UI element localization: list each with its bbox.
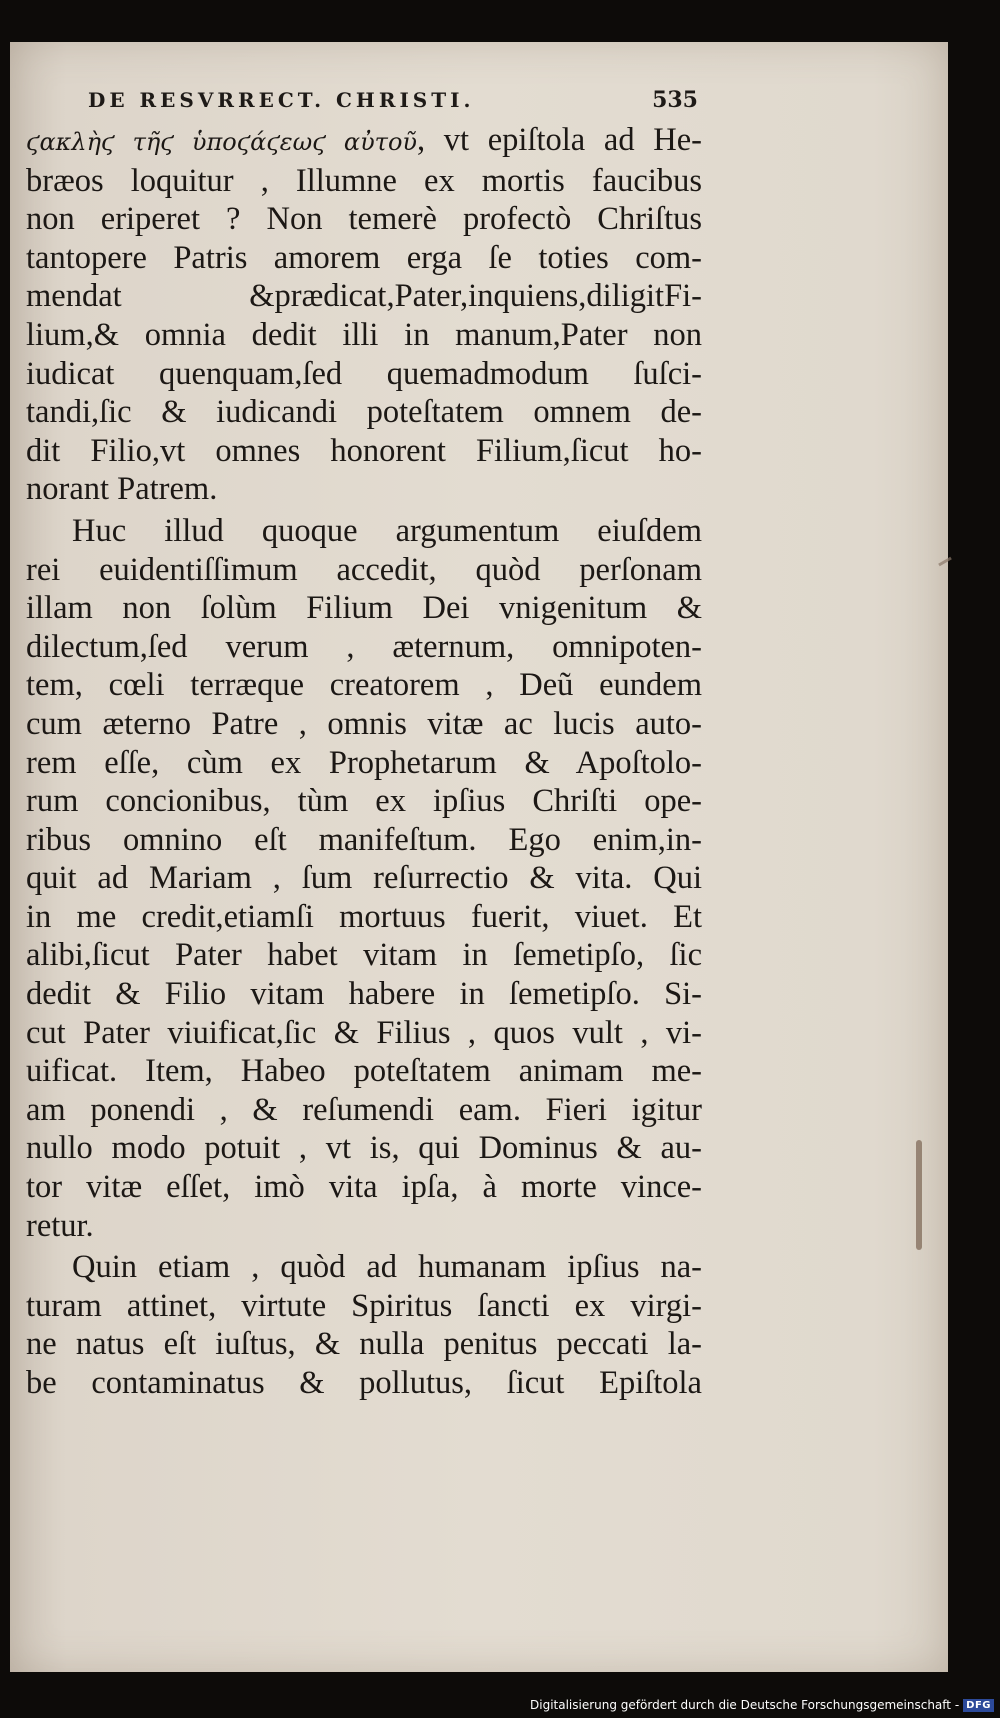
page-number: 535: [652, 87, 698, 113]
text-line-content: , vt epiſtola ad He-: [416, 122, 702, 158]
body-text: [26, 121, 702, 1403]
text-line: illam non ſolùm Filium Dei vnigenitum &: [26, 590, 702, 627]
text-line: turam attinet, virtute Spiritus ſancti ex virgi-: [26, 1287, 702, 1324]
text-line: iudicat quenquam,ſed quemadmodum ſuſci-: [26, 355, 702, 392]
text-line: nullo modo potuit , vt is, qui Dominus & au-: [26, 1130, 702, 1167]
text-line: lium,& omnia dedit illi in manum,Pater non: [26, 316, 702, 353]
text-line: dit Filio,vt omnes honorent Filium,ſicut ho-: [26, 432, 702, 469]
text-line: mendat &prædicat,Pater,inquiens,diligitFi-: [26, 278, 702, 315]
greek-phrase: ϛακλὴϛ τῆϛ ὑποϛάϛεωϛ αὐτοῦ: [26, 128, 417, 156]
text-line: cum æterno Patre , omnis vitæ ac lucis auto-: [26, 705, 702, 742]
text-line: norant Patrem.: [26, 471, 218, 508]
text-line: [26, 121, 702, 162]
text-line: tor vitæ eſſet, imò vita ipſa, à morte vince-: [26, 1169, 702, 1206]
text-line: uificat. Item, Habeo poteſtatem animam me-: [26, 1053, 702, 1090]
text-line: ne natus eſt iuſtus, & nulla penitus peccati la-: [26, 1326, 702, 1363]
text-line: dilectum,ſed verum , æternum, omnipoten-: [26, 628, 702, 665]
text-line: dedit & Filio vitam habere in ſemetipſo. Si-: [26, 976, 702, 1013]
text-line: in me credit,etiamſi mortuus fuerit, viuet. Et: [26, 898, 702, 935]
text-line: alibi,ſicut Pater habet vitam in ſemetipſo, ſic: [26, 937, 702, 974]
text-line: be contaminatus & pollutus, ſicut Epiſtola: [26, 1365, 702, 1401]
paragraph-first-line: Quin etiam , quòd ad humanam ipſius na-: [72, 1249, 702, 1286]
text-line: tandi,ſic & iudicandi poteſtatem omnem de-: [26, 394, 702, 431]
book-page: [10, 42, 948, 1672]
paragraph-first-line: Huc illud quoque argumentum eiuſdem: [72, 512, 702, 549]
text-line: ribus omnino eſt manifeſtum. Ego enim,in-: [26, 821, 702, 858]
margin-mark-line: [916, 1140, 922, 1250]
running-title: DE RESVRRECT. CHRISTI.: [88, 88, 475, 112]
text-line: quit ad Mariam , ſum reſurrectio & vita. Qui: [26, 860, 702, 897]
text-line: rum concionibus, tùm ex ipſius Chriſti ope-: [26, 783, 702, 820]
running-head: [88, 87, 698, 113]
text-line: rei euidentiſſimum accedit, quòd perſonam: [26, 551, 702, 588]
text-line: tem, cœli terræque creatorem , Deũ eundem: [26, 667, 702, 704]
text-line: cut Pater viuificat,ſic & Filius , quos vult , vi-: [26, 1014, 702, 1051]
text-line: retur.: [26, 1207, 94, 1244]
dfg-logo: DFG: [963, 1699, 994, 1712]
text-line: tantopere Patris amorem erga ſe toties com-: [26, 239, 702, 276]
text-line: am ponendi , & reſumendi eam. Fieri igitur: [26, 1091, 702, 1128]
credit-text: Digitalisierung gefördert durch die Deutsche Forschungsgemeinschaft -: [530, 1698, 960, 1712]
text-line: rem eſſe, cùm ex Prophetarum & Apoſtolo-: [26, 744, 702, 781]
digitization-credit: [530, 1698, 994, 1712]
margin-mark-dash: [938, 557, 952, 567]
text-line: bræos loquitur , Illumne ex mortis faucibus: [26, 162, 702, 199]
text-line: non eriperet ? Non temerè profectò Chriſtus: [26, 201, 702, 238]
